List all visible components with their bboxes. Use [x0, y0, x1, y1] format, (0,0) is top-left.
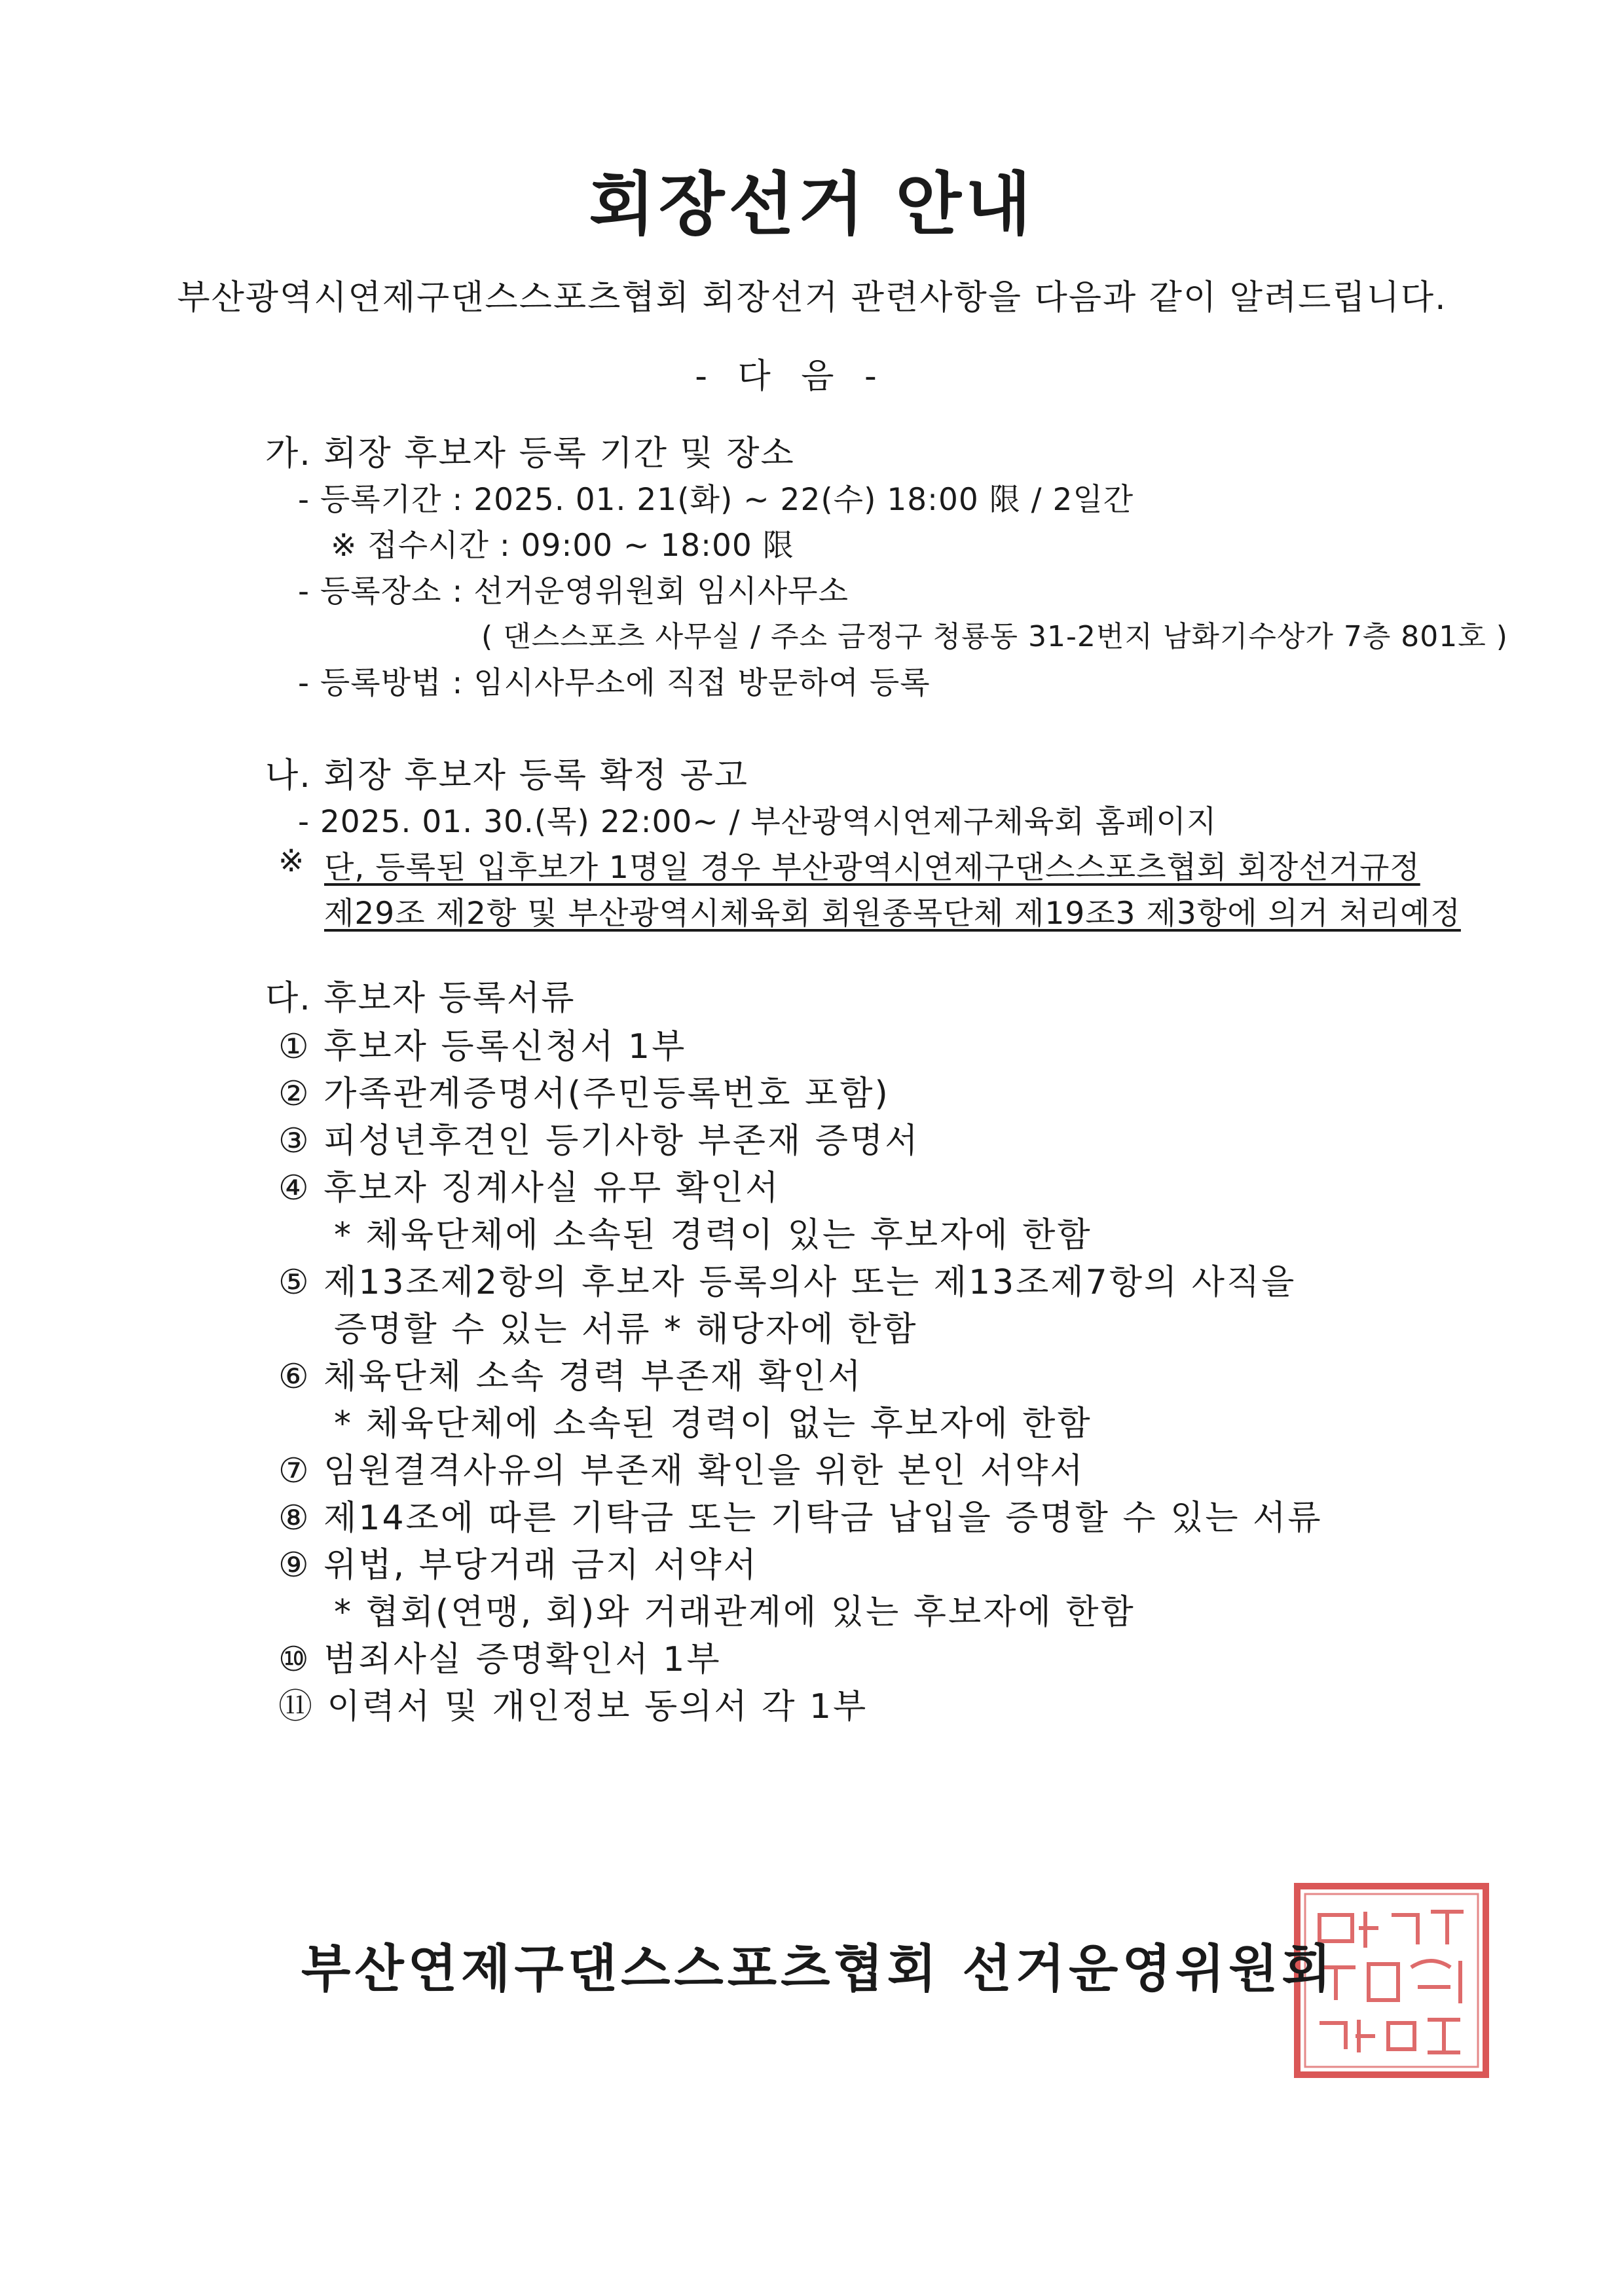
section-na-heading: 나. 회장 후보자 등록 확정 공고: [265, 756, 748, 795]
intro-text: 부산광역시연제구댄스스포츠협회 회장선거 관련사항을 다음과 같이 알려드립니다.: [177, 278, 1447, 318]
document-item-3: ③ 피성년후견인 등기사항 부존재 증명서: [278, 1121, 920, 1161]
document-item-6: ⑥ 체육단체 소속 경력 부존재 확인서: [278, 1357, 863, 1396]
issuer-name: 부산연제구댄스스포츠협회 선거운영위원회: [301, 1939, 1335, 1999]
reception-hours: ※ 접수시간 : 09:00 ~ 18:00 限: [331, 528, 794, 564]
registration-method: - 등록방법 : 임시사무소에 직접 방문하여 등록: [298, 665, 931, 701]
document-item-9: ⑨ 위법, 부당거래 금지 서약서: [278, 1546, 758, 1585]
announcement-notice: - 2025. 01. 30.(목) 22:00~ / 부산광역시연제구체육회 홈페이지: [298, 804, 1217, 840]
document-item-7: ⑦ 임원결격사유의 부존재 확인을 위한 본인 서약서: [278, 1451, 1085, 1491]
document-item-10: ⑩ 범죄사실 증명확인서 1부: [278, 1640, 722, 1679]
registration-address: ( 댄스스포츠 사무실 / 주소 금정구 청룡동 31-2번지 남화기수상가 7층 801호 ): [481, 620, 1508, 653]
document-item-9-note: * 협회(연맹, 회)와 거래관계에 있는 후보자에 한함: [334, 1593, 1135, 1632]
document-item-5-cont: 증명할 수 있는 서류 * 해당자에 한함: [334, 1310, 918, 1349]
registration-period: - 등록기간 : 2025. 01. 21(화) ~ 22(수) 18:00 限 / 2일간: [298, 482, 1134, 518]
document-item-5: ⑤ 제13조제2항의 후보자 등록의사 또는 제13조제7항의 사직을: [278, 1263, 1297, 1302]
document-item-8: ⑧ 제14조에 따른 기탁금 또는 기탁금 납입을 증명할 수 있는 서류: [278, 1499, 1323, 1538]
note-line-2: 제29조 제2항 및 부산광역시체육회 회원종목단체 제19조3 제3항에 의거 처리예정: [324, 896, 1461, 932]
document-item-11: ⑪ 이력서 및 개인정보 동의서 각 1부: [278, 1687, 868, 1726]
document-item-6-note: * 체육단체에 소속된 경력이 없는 후보자에 한함: [334, 1404, 1092, 1444]
document-title: 회장선거 안내: [589, 164, 1035, 244]
document-item-4: ④ 후보자 징계사실 유무 확인서: [278, 1169, 781, 1208]
section-separator: - 다 음 -: [695, 357, 877, 396]
note-mark: ※: [278, 843, 305, 879]
note-line-1: 단, 등록된 입후보가 1명일 경우 부산광역시연제구댄스스포츠협회 회장선거규정: [324, 850, 1420, 886]
section-ga-heading: 가. 회장 후보자 등록 기간 및 장소: [265, 434, 795, 473]
registration-place: - 등록장소 : 선거운영위원회 임시사무소: [298, 574, 849, 610]
document-item-2: ② 가족관계증명서(주민등록번호 포함): [278, 1074, 890, 1114]
document-item-1: ① 후보자 등록신청서 1부: [278, 1027, 687, 1066]
section-da-heading: 다. 후보자 등록서류: [265, 979, 576, 1018]
document-item-4-note: * 체육단체에 소속된 경력이 있는 후보자에 한함: [334, 1216, 1092, 1255]
